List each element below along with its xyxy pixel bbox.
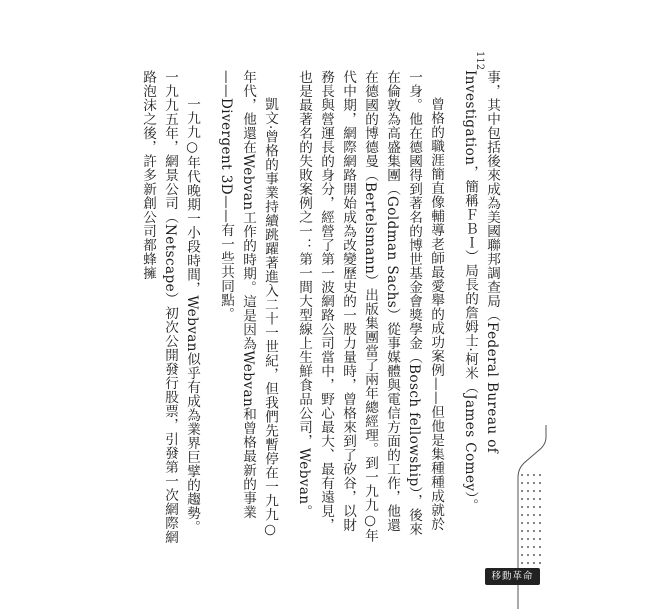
paragraph: 曾格的職涯簡直像輔導老師最愛舉的成功案例——但他是集種種成就於一身。他在德國得到著名的博世基金會獎學金（Bosch fellowship），後來在倫敦為高盛集團（Goldman Sachs）從事媒體與電信方面的工作，他還在德國的博德曼（Bertelsmann）出版集團當了兩年總經理。到一九九○年代中期，網際網路開始成為改變歷史的一股力量時，曾格來到了矽谷，以財務長與營運長的身分，經營了第一波網路公司當中，野心最大、最有遠見，也是最著名的失敗案例之一：第一間大型線上生鮮食品公司，Webvan。 [296,70,444,543]
dot-grid [521,474,541,564]
running-head-label: 移動革命 [485,568,540,585]
body-text [140,70,503,545]
paragraph: 一九九○年代晚期一小段時間，Webvan似乎有成為業界巨擘的趨勢。一九九五年，網景公司（Netscape）初次公開發行股票，引發第一次網際網路泡沫之後，許多新創公司都蜂擁 [140,70,200,545]
paragraph: 事，其中包括後來成為美國聯邦調查局（Federal Bureau of Investigation，簡稱ＦＢＩ）局長的詹姆士‧柯米（James Comey）。 [462,70,500,513]
paragraph: 凱文‧曾格的事業持續跳躍著進入二十一世紀，但我們先暫停在一九九○年代，他還在Webvan工作的時期。這是因為Webvan和曾格最新的事業——Divergent 3D——有一些共同點。 [218,70,278,539]
page-number: 112 [474,51,485,71]
